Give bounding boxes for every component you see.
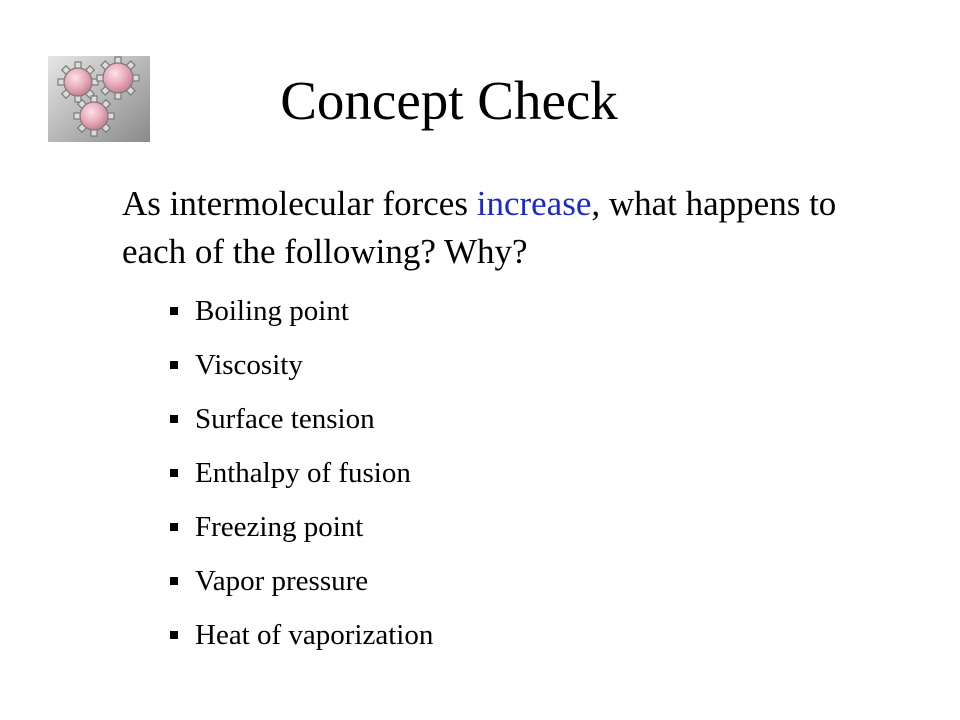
bullet-text: Viscosity: [195, 348, 303, 381]
square-bullet-icon: [170, 415, 178, 423]
bullet-item: [170, 500, 433, 554]
bullet-text: Freezing point: [195, 510, 364, 543]
question-text-after: , what happens to each of the following? Why?: [122, 184, 837, 271]
bullet-item: [170, 554, 433, 608]
square-bullet-icon: [170, 307, 178, 315]
bullet-text: Enthalpy of fusion: [195, 456, 411, 489]
bullet-text: Heat of vaporization: [195, 618, 434, 651]
bullet-item: [170, 608, 433, 662]
square-bullet-icon: [170, 361, 178, 369]
bullet-item: [170, 338, 433, 392]
bullet-item: [170, 284, 433, 338]
bullet-text: Surface tension: [195, 402, 375, 435]
square-bullet-icon: [170, 523, 178, 531]
square-bullet-icon: [170, 469, 178, 477]
bullet-text: Vapor pressure: [195, 564, 369, 597]
bullet-list: [170, 284, 433, 662]
bullet-item: [170, 446, 433, 500]
bullet-text: Boiling point: [195, 294, 349, 327]
question-text: [122, 180, 842, 276]
square-bullet-icon: [170, 577, 178, 585]
question-text-before: As intermolecular forces: [122, 184, 477, 223]
bullet-item: [170, 392, 433, 446]
square-bullet-icon: [170, 631, 178, 639]
slide-title: Concept Check: [280, 70, 618, 131]
question-highlight-word: increase: [476, 184, 592, 223]
